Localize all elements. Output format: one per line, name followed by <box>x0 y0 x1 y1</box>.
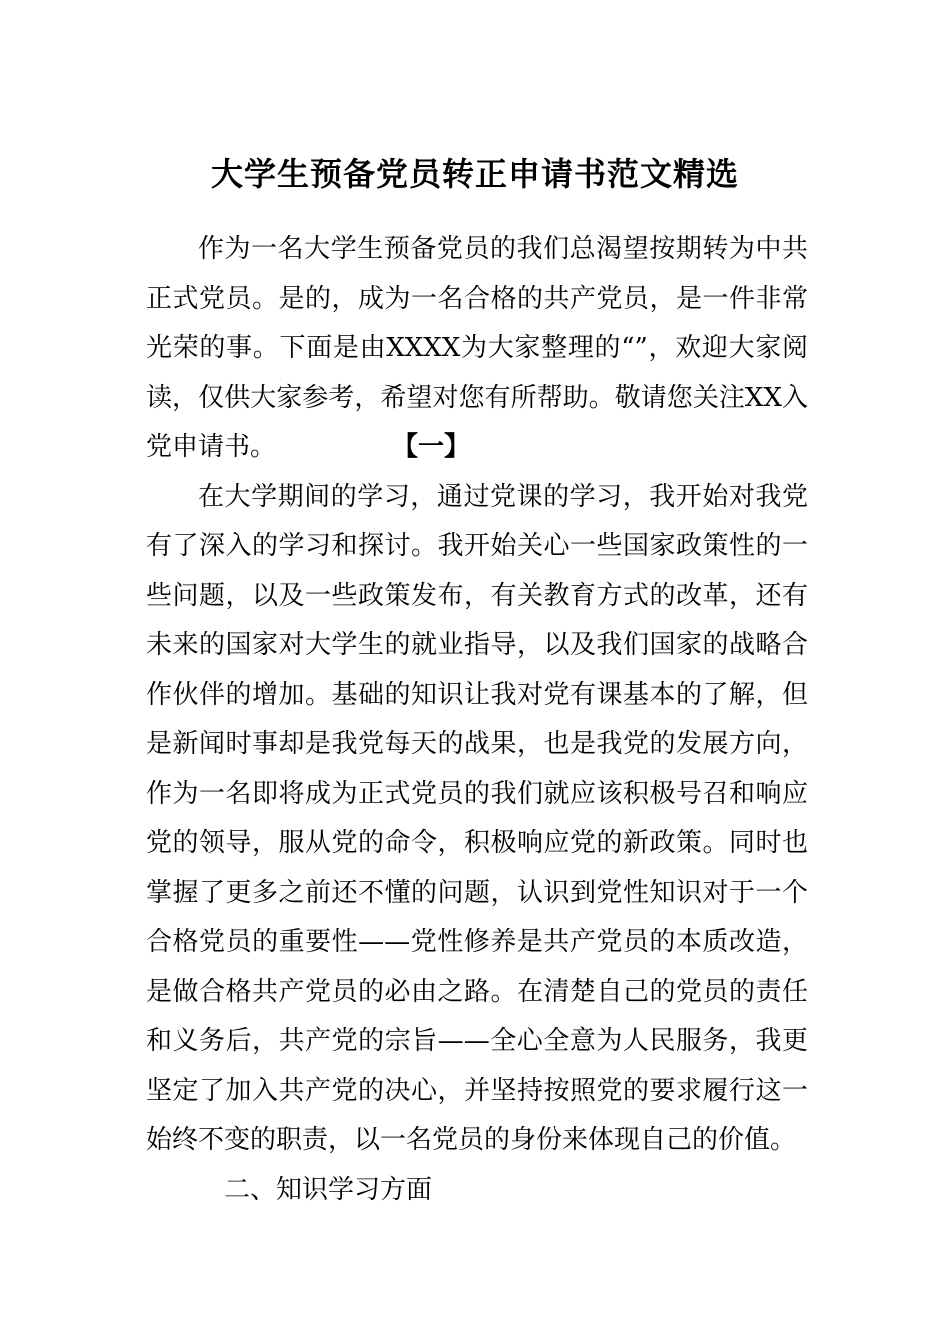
document-title: 大学生预备党员转正申请书范文精选 <box>210 155 739 194</box>
document-body <box>146 225 808 1215</box>
section-marker: 【一】 <box>392 432 471 462</box>
body-paragraph-1: 在大学期间的学习，通过党课的学习，我开始对我党有了深入的学习和探讨。我开始关心一些国家政策性的一些问题，以及一些政策发布，有关教育方式的改革，还有未来的国家对大学生的就业指导，以及我们国家的战略合作伙伴的增加。基础的知识让我对党有课基本的了解，但是新闻时事却是我党每天的战果，也是我党的发展方向，作为一名即将成为正式党员的我们就应该积极号召和响应党的领导，服从党的命令，积极响应党的新政策。同时也掌握了更多之前还不懂的问题，认识到党性知识对于一个合格党员的重要性——党性修养是共产党员的本质改造，是做合格共产党员的必由之路。在清楚自己的党员的责任和义务后，共产党的宗旨——全心全意为人民服务，我更坚定了加入共产党的决心，并坚持按照党的要求履行这一始终不变的职责，以一名党员的身份来体现自己的价值。 <box>146 481 808 1155</box>
intro-text: 作为一名大学生预备党员的我们总渴望按期转为中共正式党员。是的，成为一名合格的共产党员，是一件非常光荣的事。下面是由XXXX为大家整理的“”，欢迎大家阅读，仅供大家参考，希望对您有所帮助。敬请您关注XX入党申请书。 <box>146 234 808 462</box>
section-heading-2: 二、知识学习方面 <box>224 1174 433 1205</box>
intro-paragraph <box>146 225 808 473</box>
